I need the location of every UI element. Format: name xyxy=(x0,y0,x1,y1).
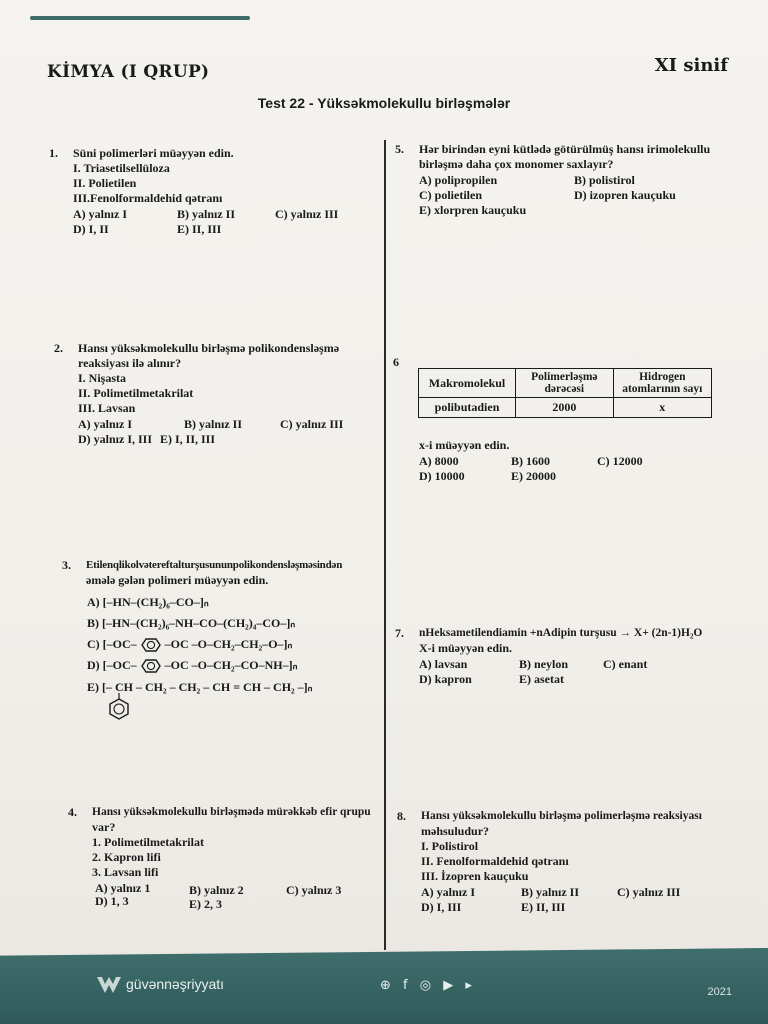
option-d[interactable]: D) kapron xyxy=(419,672,472,686)
question-stem-cont: birləşmə daha çox monomer saxlayır? xyxy=(419,157,614,171)
question-6-prompt xyxy=(419,438,719,484)
option-a[interactable]: A) [–HN–(CH₂)₆–CO–]ₙ xyxy=(87,595,209,609)
statement-item: III. Lavsan xyxy=(78,401,136,415)
answer-options xyxy=(419,173,739,219)
option-a[interactable]: A) lavsan xyxy=(419,657,468,671)
option-e[interactable]: E) II, III xyxy=(177,222,222,236)
option-d-prefix: D) [–OC– xyxy=(87,658,137,672)
option-d[interactable]: D) 10000 xyxy=(419,469,465,483)
option-a[interactable]: A) yalnız I xyxy=(421,885,475,899)
question-2 xyxy=(54,341,378,447)
statement-item: III. İzopren kauçuku xyxy=(421,869,529,883)
question-5 xyxy=(395,142,739,219)
statement-item: II. Fenolformaldehid qətranı xyxy=(421,854,569,868)
question-stem-cont: X-i müəyyən edin. xyxy=(419,641,512,655)
option-c[interactable]: C) yalnız 3 xyxy=(286,883,342,897)
option-d[interactable]: D) 1, 3 xyxy=(95,894,129,908)
option-d[interactable]: D) I, III xyxy=(421,900,462,914)
table-cell: x xyxy=(613,398,711,418)
option-c-suffix: –OC –O–CH₂–CH₂–O–]ₙ xyxy=(164,637,293,651)
statement-item: I. Polistirol xyxy=(421,839,479,853)
year-label: 2021 xyxy=(707,986,732,998)
social-links[interactable] xyxy=(380,978,476,993)
statement-item: II. Polimetilmetakrilat xyxy=(78,386,194,400)
question-stem: Hansı yüksəkmolekullu birləşmədə mürəkkəb efir qrupu xyxy=(92,806,371,818)
option-c-prefix: C) [–OC– xyxy=(87,637,137,651)
question-1 xyxy=(49,146,373,237)
option-a[interactable]: A) polipropilen xyxy=(419,173,498,187)
option-e[interactable]: E) 20000 xyxy=(511,469,556,483)
question-number: 1. xyxy=(49,146,58,160)
option-d-suffix: –OC –O–CH₂–CO–NH–]ₙ xyxy=(164,658,298,672)
option-c[interactable]: C) enant xyxy=(603,657,648,671)
statement-item: I. Triasetilsellüloza xyxy=(73,161,170,175)
answer-options xyxy=(419,454,719,484)
question-stem: Hər birindən eyni kütlədə götürülmüş hansı irimolekullu xyxy=(419,142,711,156)
question-number: 2. xyxy=(54,341,63,355)
table-header: Polimerləşmə dərəcəsi xyxy=(516,369,614,398)
question-number: 5. xyxy=(395,142,404,156)
question-stem: nHeksametilendiamin +nAdipin turşusu → X+ (2n-1)H₂O xyxy=(419,627,703,639)
statement-item: III.Fenolformaldehid qətranı xyxy=(73,191,223,205)
option-d[interactable] xyxy=(87,658,297,674)
option-e[interactable]: E) asetat xyxy=(519,672,564,686)
option-e[interactable]: E) II, III xyxy=(521,900,566,914)
question-number: 3. xyxy=(62,558,71,572)
table-header: Hidrogen atomlarının sayı xyxy=(613,369,711,398)
subject-title: KİMYA (I QRUP) xyxy=(47,62,210,82)
question-stem: Hansı yüksəkmolekullu birləşmə polimerləşmə reaksiyası xyxy=(421,810,702,822)
option-b[interactable]: B) polistirol xyxy=(574,173,635,187)
option-c[interactable]: C) yalnız III xyxy=(280,417,344,431)
statement-item: II. Polietilen xyxy=(73,176,137,190)
question-stem: Hansı yüksəkmolekullu birləşmə polikondensləşmə xyxy=(78,341,340,355)
table-header: Makromolekul xyxy=(419,369,516,398)
question-4 xyxy=(68,805,382,911)
publisher-name[interactable]: güvənnəşriyyatı xyxy=(126,976,225,992)
benzene-ring-icon xyxy=(137,658,165,674)
question-stem-cont: reaksiyası ilə alınır? xyxy=(78,356,182,370)
benzene-ring-icon xyxy=(106,693,132,723)
answer-options xyxy=(419,657,739,687)
question-number: 8. xyxy=(397,809,406,823)
option-a[interactable]: A) yalnız I xyxy=(78,417,132,431)
option-c[interactable]: C) yalnız III xyxy=(275,207,339,221)
option-c[interactable]: C) 12000 xyxy=(597,454,643,468)
statement-item: 1. Polimetilmetakrilat xyxy=(92,835,204,849)
option-d[interactable]: D) yalnız I, III xyxy=(78,432,153,446)
option-b[interactable]: B) yalnız II xyxy=(177,207,236,221)
question-stem-cont: əmələ gələn polimeri müəyyən edin. xyxy=(86,573,269,587)
table-cell: 2000 xyxy=(516,398,614,418)
question-stem-cont: məhsuludur? xyxy=(421,824,490,838)
grade-label: XI sinif xyxy=(654,55,728,76)
option-b[interactable]: B) yalnız 2 xyxy=(189,883,244,897)
question-stem: Süni polimerləri müəyyən edin. xyxy=(73,146,234,160)
social-icons[interactable]: ⊕ f ◎ ▶ ▸ xyxy=(380,978,476,993)
question-stem: x-i müəyyən edin. xyxy=(419,438,510,452)
answer-options xyxy=(73,207,373,237)
question-7 xyxy=(395,626,739,687)
answer-options xyxy=(92,881,382,911)
option-a[interactable]: A) yalnız 1 xyxy=(95,881,151,895)
option-a[interactable]: A) yalnız I xyxy=(73,207,127,221)
top-accent-strip xyxy=(30,16,250,20)
data-table xyxy=(418,368,712,418)
statement-item: 2. Kapron lifi xyxy=(92,850,161,864)
option-e[interactable]: E) xlorpren kauçuku xyxy=(419,203,527,217)
question-number: 6 xyxy=(393,355,399,369)
benzene-ring-icon xyxy=(137,637,165,653)
statement-item: 3. Lavsan lifi xyxy=(92,865,159,879)
option-c[interactable]: C) yalnız III xyxy=(617,885,681,899)
question-stem: Etilenqlikolvətereftalturşusununpolikondensləşməsindən xyxy=(86,559,343,571)
option-d[interactable]: D) I, II xyxy=(73,222,109,236)
option-b[interactable]: B) yalnız II xyxy=(184,417,243,431)
table-cell: polibutadien xyxy=(419,398,516,418)
option-b[interactable]: B) [–HN–(CH₂)₆–NH–CO–(CH₂)₄–CO–]ₙ xyxy=(87,616,296,630)
column-divider xyxy=(384,140,386,950)
test-title: Test 22 - Yüksəkmolekullu birləşmələr xyxy=(257,95,511,111)
option-e[interactable]: E) [– CH – CH₂ – CH₂ – CH = CH – CH₂ –]ₙ xyxy=(87,680,313,694)
option-e[interactable]: E) I, II, III xyxy=(160,432,216,446)
option-b[interactable]: B) yalnız II xyxy=(521,885,580,899)
option-a[interactable]: A) 8000 xyxy=(419,454,459,468)
publisher-logo-icon xyxy=(96,974,122,996)
question-number: 4. xyxy=(68,805,77,819)
question-8 xyxy=(397,809,741,915)
option-c[interactable]: C) polietilen xyxy=(419,188,482,202)
option-c[interactable] xyxy=(87,637,292,653)
answer-options xyxy=(421,885,741,915)
question-number: 7. xyxy=(395,626,404,640)
question-3 xyxy=(62,558,382,588)
option-e[interactable]: E) 2, 3 xyxy=(189,897,222,911)
option-b[interactable]: B) 1600 xyxy=(511,454,550,468)
statement-item: I. Nişasta xyxy=(78,371,127,385)
answer-options xyxy=(78,417,378,447)
question-stem-cont: var? xyxy=(92,820,116,834)
option-b[interactable]: B) neylon xyxy=(519,657,569,671)
option-d[interactable]: D) izopren kauçuku xyxy=(574,188,676,202)
